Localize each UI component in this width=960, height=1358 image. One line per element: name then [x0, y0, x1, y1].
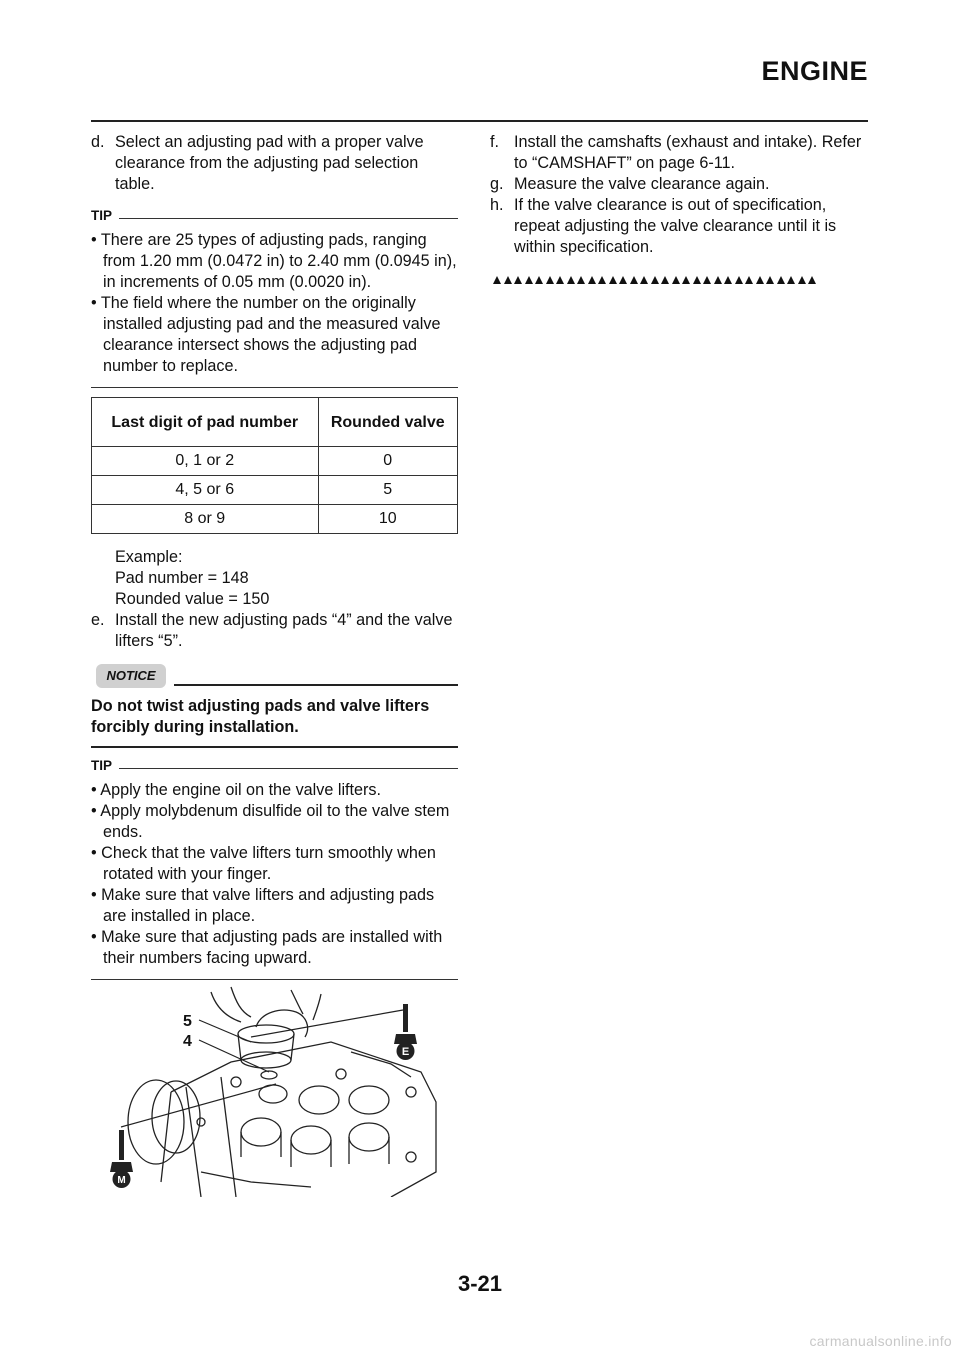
- example-block: [91, 547, 458, 610]
- symbol-e-label: E: [401, 1046, 410, 1058]
- triangle-mark: [640, 276, 648, 284]
- table-header-rounded: Rounded valve: [318, 398, 458, 447]
- triangle-mark: [504, 276, 512, 284]
- triangle-mark: [693, 276, 701, 284]
- triangle-mark: [672, 276, 680, 284]
- page-title: ENGINE: [761, 56, 868, 86]
- tip2-bullet-4: • Make sure that valve lifters and adjusting pads are installed in place.: [91, 886, 435, 925]
- triangle-mark: [514, 276, 522, 284]
- table-cell: 5: [318, 476, 458, 505]
- triangle-mark: [493, 276, 501, 284]
- pad-selection-table: [91, 397, 458, 534]
- right-column: [490, 132, 868, 284]
- triangle-mark: [630, 276, 638, 284]
- step-f-text: Install the camshafts (exhaust and intake). Refer to “CAMSHAFT” on page 6-11.: [514, 133, 862, 172]
- notice-badge: NOTICE: [96, 664, 166, 688]
- triangle-mark: [546, 276, 554, 284]
- triangle-mark: [609, 276, 617, 284]
- table-row: [92, 505, 458, 534]
- header-rule: [91, 120, 868, 122]
- triangle-mark: [577, 276, 585, 284]
- table-cell: 10: [318, 505, 458, 534]
- page-number: 3-21: [457, 1271, 503, 1296]
- triangle-mark: [745, 276, 753, 284]
- triangle-mark: [535, 276, 543, 284]
- step-e: [91, 610, 458, 652]
- triangle-mark: [787, 276, 795, 284]
- step-g-text: Measure the valve clearance again.: [514, 175, 770, 193]
- table-cell: 8 or 9: [92, 505, 319, 534]
- example-line: Pad number = 148: [115, 569, 249, 587]
- step-d: [91, 132, 458, 195]
- triangle-mark: [588, 276, 596, 284]
- example-line: Rounded value = 150: [115, 590, 270, 608]
- triangle-mark: [661, 276, 669, 284]
- triangle-mark: [525, 276, 533, 284]
- table-row: [92, 476, 458, 505]
- triangle-mark: [735, 276, 743, 284]
- step-h-label: h.: [490, 196, 504, 214]
- triangle-mark: [567, 276, 575, 284]
- tip1-bullet-1: • There are 25 types of adjusting pads, ranging from 1.20 mm (0.0472 in) to 2.40 mm (0.0945 in), in increments of 0.05 mm (0.0020 in).: [91, 231, 457, 291]
- tip-label: TIP: [91, 758, 116, 773]
- triangle-mark: [714, 276, 722, 284]
- table-cell: 0: [318, 447, 458, 476]
- step-d-label: d.: [91, 133, 105, 151]
- step-f: [490, 132, 868, 174]
- tip-label: TIP: [91, 208, 116, 223]
- symbol-m-label: M: [117, 1175, 126, 1186]
- triangle-mark: [598, 276, 606, 284]
- triangle-mark: [682, 276, 690, 284]
- triangle-mark: [556, 276, 564, 284]
- notice-end-rule: [91, 746, 458, 748]
- triangle-mark: [777, 276, 785, 284]
- table-cell: 4, 5 or 6: [92, 476, 319, 505]
- step-h: [490, 195, 868, 258]
- triangle-mark: [766, 276, 774, 284]
- notice-rule: [174, 684, 458, 686]
- notice-text: Do not twist adjusting pads and valve lifters forcibly during installation.: [91, 697, 430, 736]
- triangle-mark: [703, 276, 711, 284]
- watermark: carmanualsonline.info: [809, 1333, 952, 1349]
- step-g-label: g.: [490, 175, 504, 193]
- triangle-mark: [724, 276, 732, 284]
- tip-heading-rule: [119, 768, 458, 769]
- engine-oil-icon: [394, 1004, 417, 1060]
- triangle-mark: [798, 276, 806, 284]
- tip-end-rule: [91, 387, 458, 388]
- step-g: [490, 174, 868, 195]
- step-f-label: f.: [490, 133, 499, 151]
- tip-heading-2: [91, 756, 458, 774]
- tip2-bullet-3: • Check that the valve lifters turn smoothly when rotated with your finger.: [91, 844, 436, 883]
- end-of-procedure-marks: [493, 276, 868, 284]
- tip1-bullet-2: • The field where the number on the originally installed adjusting pad and the measured valve clearance intersect shows the adjusting pad number to replace.: [91, 294, 441, 375]
- tip2-bullet-5: • Make sure that adjusting pads are installed with their numbers facing upward.: [91, 928, 443, 967]
- tip-heading-1: [91, 206, 458, 224]
- table-row: [92, 447, 458, 476]
- step-h-text: If the valve clearance is out of specification, repeat adjusting the valve clearance until it is within specification.: [514, 196, 837, 256]
- valve-lifter-illustration: [91, 982, 458, 1197]
- table-cell: 0, 1 or 2: [92, 447, 319, 476]
- triangle-mark: [619, 276, 627, 284]
- notice-heading: [91, 664, 458, 690]
- step-e-text: Install the new adjusting pads “4” and the valve lifters “5”.: [115, 611, 453, 650]
- step-d-text: Select an adjusting pad with a proper valve clearance from the adjusting pad selection table.: [115, 133, 424, 193]
- triangle-mark: [808, 276, 816, 284]
- tip2-bullet-2: • Apply molybdenum disulfide oil to the valve stem ends.: [91, 802, 450, 841]
- callout-4: 4: [183, 1033, 192, 1050]
- triangle-mark: [756, 276, 764, 284]
- step-e-label: e.: [91, 611, 105, 629]
- triangle-mark: [651, 276, 659, 284]
- example-line: Example:: [115, 548, 183, 566]
- tip-heading-rule: [119, 218, 458, 219]
- tip2-bullet-1: • Apply the engine oil on the valve lifters.: [91, 781, 382, 799]
- left-column: [91, 132, 458, 1197]
- tip-end-rule: [91, 979, 458, 980]
- callout-5: 5: [183, 1013, 192, 1030]
- table-header-last-digit: Last digit of pad number: [92, 398, 319, 447]
